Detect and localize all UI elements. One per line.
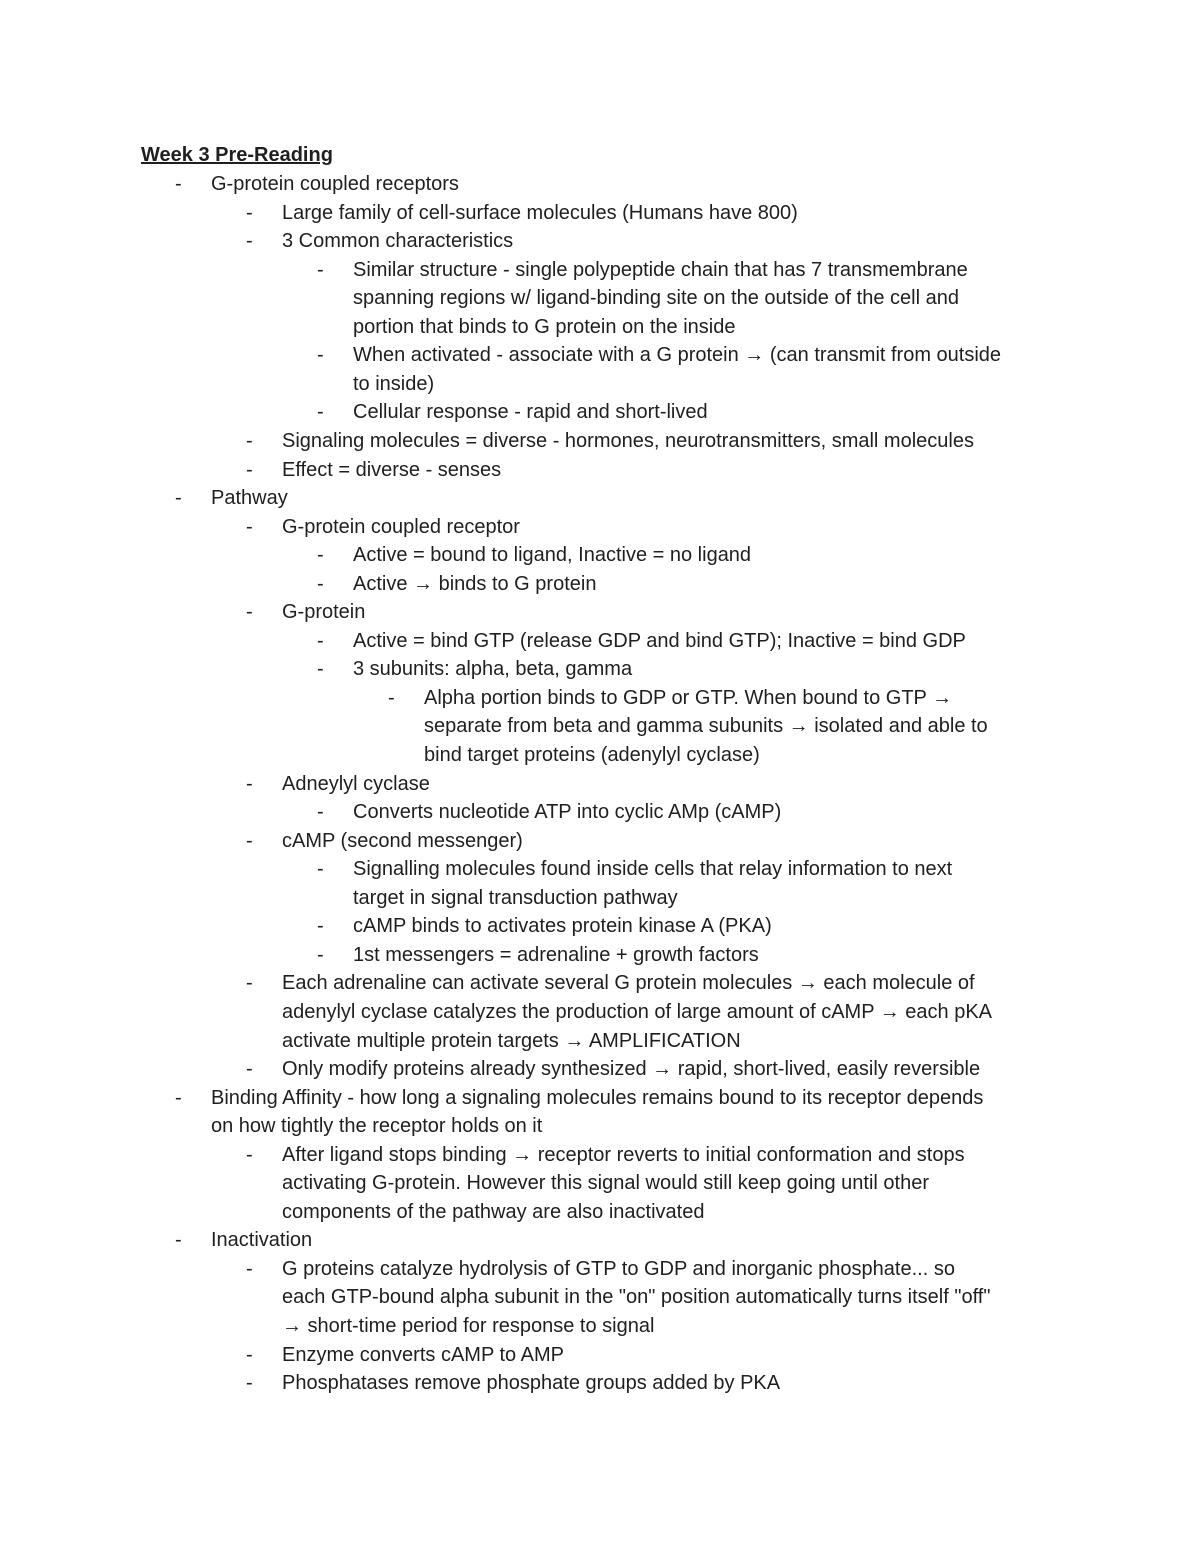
bullet-dash: - bbox=[246, 1257, 253, 1280]
list-item-continuation: on how tightly the receptor holds on it bbox=[211, 1115, 543, 1138]
bullet-dash: - bbox=[246, 829, 253, 852]
list-item: Signalling molecules found inside cells that relay information to next bbox=[353, 858, 953, 881]
list-item: G-protein coupled receptor bbox=[282, 515, 520, 538]
bullet-dash: - bbox=[317, 943, 324, 966]
bullet-dash: - bbox=[317, 858, 324, 881]
bullet-dash: - bbox=[246, 772, 253, 795]
list-item-continuation: separate from beta and gamma subunits → isolated and able to bbox=[424, 715, 988, 738]
bullet-dash: - bbox=[317, 401, 324, 424]
page-title: Week 3 Pre-Reading bbox=[141, 144, 333, 166]
bullet-dash: - bbox=[175, 1229, 182, 1252]
list-item: Large family of cell-surface molecules (Humans have 800) bbox=[282, 201, 798, 224]
bullet-dash: - bbox=[246, 515, 253, 538]
list-item: Signaling molecules = diverse - hormones, neurotransmitters, small molecules bbox=[282, 429, 974, 452]
list-item: Similar structure - single polypeptide chain that has 7 transmembrane bbox=[353, 258, 968, 281]
list-item: Each adrenaline can activate several G protein molecules → each molecule of bbox=[282, 972, 975, 995]
bullet-dash: - bbox=[317, 572, 324, 595]
bullet-dash: - bbox=[317, 658, 324, 681]
bullet-dash: - bbox=[246, 601, 253, 624]
list-item-continuation: activate multiple protein targets → AMPLIFICATION bbox=[282, 1029, 741, 1052]
bullet-dash: - bbox=[175, 487, 182, 510]
bullet-dash: - bbox=[246, 201, 253, 224]
list-item: Inactivation bbox=[211, 1229, 313, 1252]
list-item-continuation: bind target proteins (adenylyl cyclase) bbox=[424, 744, 760, 766]
bullet-dash: - bbox=[317, 629, 324, 652]
bullet-dash: - bbox=[175, 173, 182, 195]
list-item-continuation: target in signal transduction pathway bbox=[353, 886, 678, 909]
list-item-continuation: components of the pathway are also inactivated bbox=[282, 1200, 705, 1223]
list-item: Active = bound to ligand, Inactive = no ligand bbox=[353, 544, 752, 567]
bullet-dash: - bbox=[317, 801, 324, 824]
list-item: Cellular response - rapid and short-lived bbox=[353, 401, 708, 424]
bullet-dash: - bbox=[246, 1143, 253, 1166]
bullet-dash: - bbox=[175, 1086, 182, 1109]
list-item: Binding Affinity - how long a signaling molecules remains bound to its receptor depends bbox=[211, 1086, 984, 1109]
list-item: 1st messengers = adrenaline + growth factors bbox=[353, 943, 759, 966]
list-item: Alpha portion binds to GDP or GTP. When bound to GTP → bbox=[424, 686, 953, 709]
list-item: Active → binds to G protein bbox=[353, 572, 597, 595]
bullet-dash: - bbox=[246, 230, 253, 253]
list-item-continuation: → short-time period for response to signal bbox=[282, 1315, 655, 1337]
bullet-dash: - bbox=[246, 1372, 253, 1395]
list-item-continuation: portion that binds to G protein on the inside bbox=[353, 315, 736, 338]
bullet-dash: - bbox=[317, 915, 324, 938]
list-item: Phosphatases remove phosphate groups added by PKA bbox=[282, 1372, 781, 1395]
list-item-continuation: adenylyl cyclase catalyzes the production of large amount of cAMP → each pKA bbox=[282, 1000, 993, 1023]
list-item: Adneylyl cyclase bbox=[282, 772, 430, 795]
bullet-dash: - bbox=[246, 1058, 253, 1081]
list-item-continuation: to inside) bbox=[353, 372, 435, 395]
list-item: G-protein coupled receptors bbox=[211, 173, 459, 195]
list-item: 3 subunits: alpha, beta, gamma bbox=[353, 658, 633, 681]
bullet-dash: - bbox=[246, 1343, 253, 1366]
list-item: Effect = diverse - senses bbox=[282, 458, 502, 481]
bullet-dash: - bbox=[246, 458, 253, 481]
bullet-dash: - bbox=[317, 544, 324, 567]
bullet-dash: - bbox=[246, 972, 253, 995]
list-item-continuation: each GTP-bound alpha subunit in the "on" position automatically turns itself "off" bbox=[282, 1286, 991, 1309]
bullet-dash: - bbox=[388, 686, 395, 709]
bullet-dash: - bbox=[317, 344, 324, 367]
list-item-continuation: spanning regions w/ ligand-binding site on the outside of the cell and bbox=[353, 287, 959, 310]
list-item: Active = bind GTP (release GDP and bind GTP); Inactive = bind GDP bbox=[353, 629, 966, 652]
list-item: Enzyme converts cAMP to AMP bbox=[282, 1343, 564, 1366]
bullet-dash: - bbox=[246, 429, 253, 452]
list-item: cAMP binds to activates protein kinase A (PKA) bbox=[353, 915, 772, 938]
list-item-continuation: activating G-protein. However this signal would still keep going until other bbox=[282, 1172, 930, 1195]
list-item: Pathway bbox=[211, 487, 288, 510]
list-item: G-protein bbox=[282, 601, 366, 624]
list-item: Only modify proteins already synthesized → rapid, short-lived, easily reversible bbox=[282, 1058, 981, 1081]
list-item: Converts nucleotide ATP into cyclic AMp (cAMP) bbox=[353, 801, 782, 824]
list-item: When activated - associate with a G protein → (can transmit from outside bbox=[353, 344, 1002, 367]
list-item: 3 Common characteristics bbox=[282, 230, 514, 253]
list-item: After ligand stops binding → receptor reverts to initial conformation and stops bbox=[282, 1143, 965, 1166]
list-item: cAMP (second messenger) bbox=[282, 829, 523, 852]
bullet-dash: - bbox=[317, 258, 324, 281]
list-item: G proteins catalyze hydrolysis of GTP to GDP and inorganic phosphate... so bbox=[282, 1257, 955, 1280]
